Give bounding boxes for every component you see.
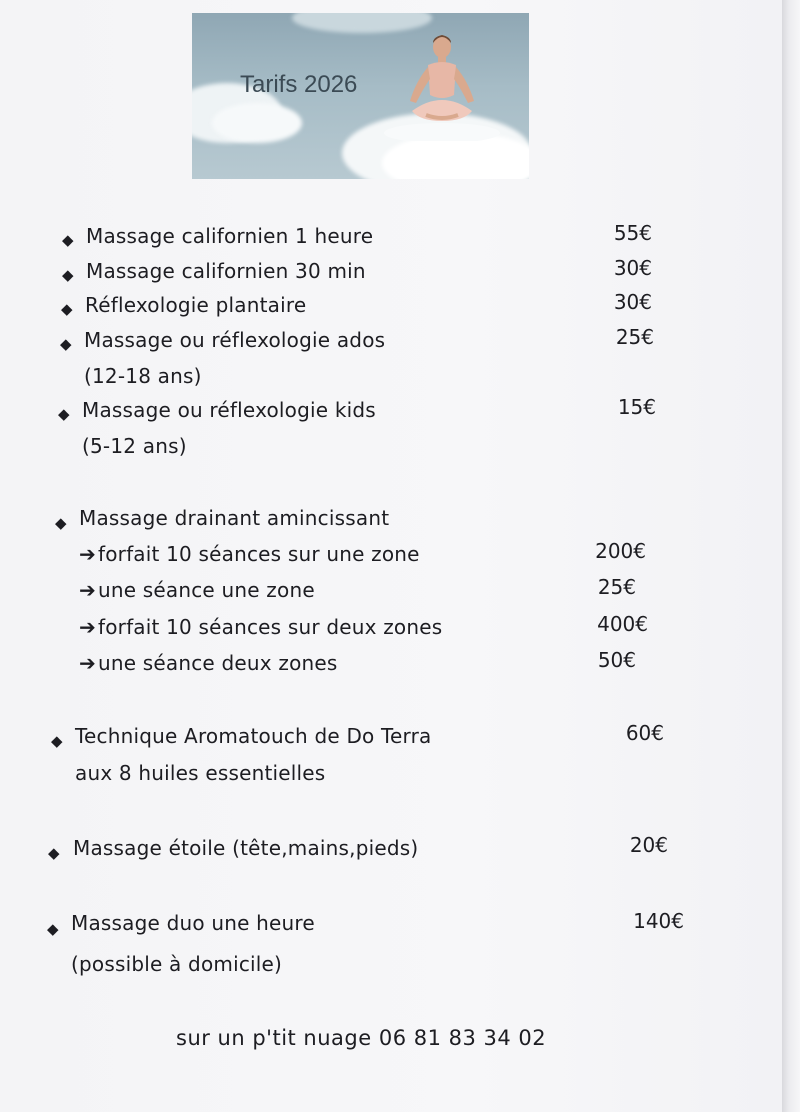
option-price: 200€ [595,539,646,563]
option-label: une séance une zone [97,578,315,602]
footer-contact: sur un p'tit nuage 06 81 83 34 02 [176,1026,547,1050]
arrow-right-icon: ➔ [79,542,96,566]
banner-title: Tarifs 2026 [240,71,358,98]
option-row [79,578,315,602]
option-price: 50€ [597,648,636,672]
item-sublabel: (12-18 ans) [84,364,202,388]
bullet-icon: ◆ [62,231,74,249]
bullet-icon: ◆ [48,844,60,862]
option-label: une séance deux zones [97,651,338,675]
item-sublabel: (5-12 ans) [82,434,187,458]
item-label: Massage duo une heure [71,911,315,935]
item-label: Massage étoile (tête,mains,pieds) [73,836,419,860]
option-row [79,615,442,639]
yoga-figure-icon [382,31,502,141]
item-label: Massage californien 1 heure [86,224,374,248]
item-label: Massage ou réflexologie ados [84,328,386,352]
bullet-icon: ◆ [47,920,59,938]
bullet-icon: ◆ [60,335,72,353]
item-price: 55€ [613,221,652,245]
arrow-right-icon: ➔ [79,578,96,602]
bullet-icon: ◆ [61,300,73,318]
item-sublabel: (possible à domicile) [71,952,283,976]
option-label: forfait 10 séances sur deux zones [97,615,443,639]
item-label: Réflexologie plantaire [85,293,307,317]
item-price: 25€ [615,325,654,349]
item-sublabel: aux 8 huiles essentielles [75,761,326,785]
bullet-icon: ◆ [51,732,63,750]
item-price: 30€ [613,290,652,314]
item-price: 15€ [617,395,656,419]
item-price: 60€ [625,721,664,745]
bullet-icon: ◆ [58,405,70,423]
option-price: 400€ [597,612,648,636]
bullet-icon: ◆ [62,266,74,284]
item-label: Massage ou réflexologie kids [82,398,376,422]
item-label: Technique Aromatouch de Do Terra [75,724,432,748]
option-row [79,651,338,675]
item-label: Massage californien 30 min [86,259,366,283]
item-price: 30€ [613,256,652,280]
bullet-icon: ◆ [55,514,67,532]
header-banner [192,13,529,179]
page-edge-shadow [782,0,800,1112]
arrow-right-icon: ➔ [79,615,96,639]
option-row [79,542,420,566]
arrow-right-icon: ➔ [79,651,96,675]
section-title: Massage drainant amincissant [79,506,390,530]
item-price: 20€ [629,833,668,857]
option-price: 25€ [597,575,636,599]
option-label: forfait 10 séances sur une zone [97,542,420,566]
item-price: 140€ [633,909,684,933]
